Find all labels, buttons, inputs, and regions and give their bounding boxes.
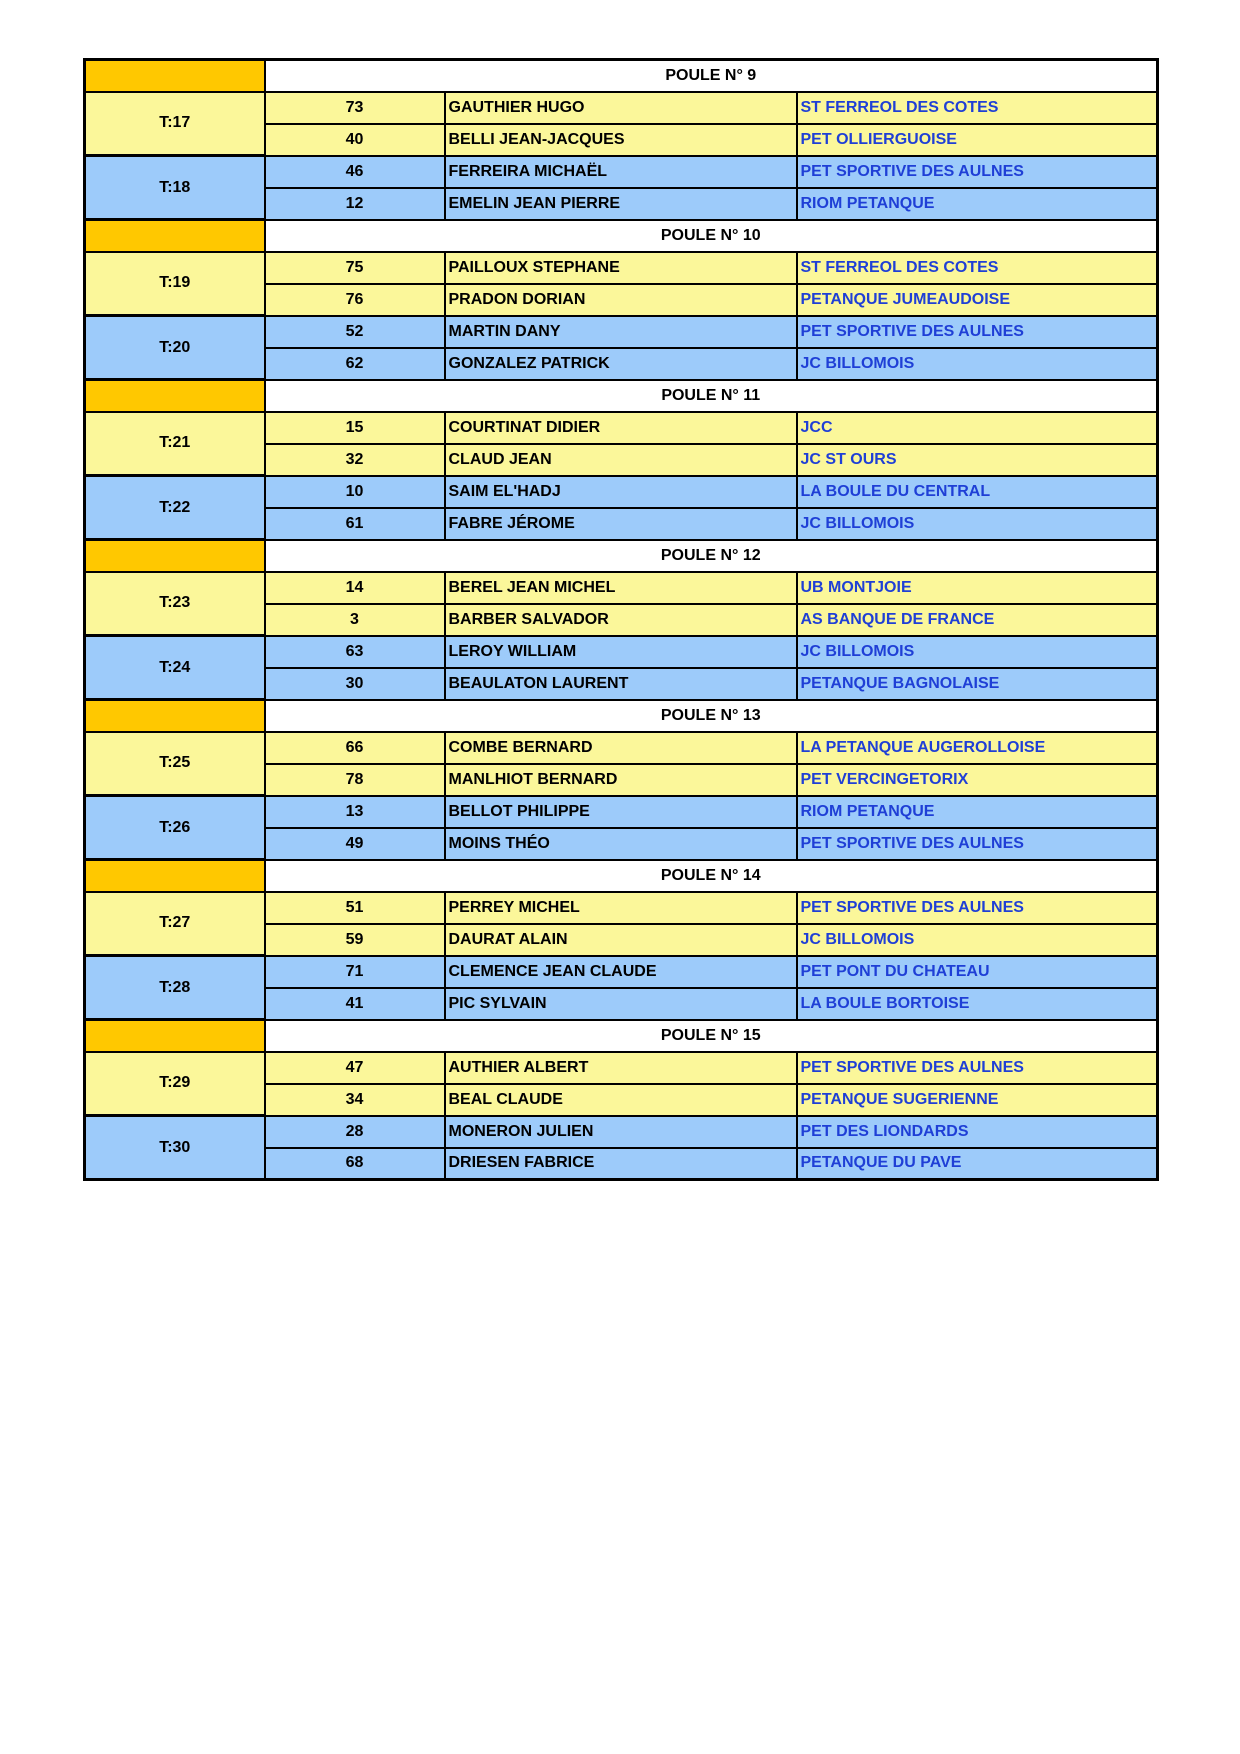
player-number: 46 xyxy=(265,156,445,188)
poule-marker-cell xyxy=(85,540,265,572)
table-number-label: T:30 xyxy=(85,1116,265,1180)
player-club: JC ST OURS xyxy=(797,444,1158,476)
player-number: 14 xyxy=(265,572,445,604)
player-number: 61 xyxy=(265,508,445,540)
player-row xyxy=(85,732,1158,764)
player-row xyxy=(85,476,1158,508)
player-club: PETANQUE DU PAVE xyxy=(797,1148,1158,1180)
table-number-label: T:20 xyxy=(85,316,265,380)
player-name: COMBE BERNARD xyxy=(445,732,797,764)
poule-title: POULE N° 9 xyxy=(265,60,1158,92)
player-row xyxy=(85,1116,1158,1148)
table-number-label: T:25 xyxy=(85,732,265,796)
player-name: BEAL CLAUDE xyxy=(445,1084,797,1116)
player-club: JC BILLOMOIS xyxy=(797,508,1158,540)
player-name: PAILLOUX STEPHANE xyxy=(445,252,797,284)
player-club: LA BOULE DU CENTRAL xyxy=(797,476,1158,508)
player-number: 3 xyxy=(265,604,445,636)
player-name: COURTINAT DIDIER xyxy=(445,412,797,444)
player-club: ST FERREOL DES COTES xyxy=(797,92,1158,124)
poule-title: POULE N° 10 xyxy=(265,220,1158,252)
player-number: 73 xyxy=(265,92,445,124)
table-number-label: T:17 xyxy=(85,92,265,156)
poule-title: POULE N° 13 xyxy=(265,700,1158,732)
player-name: PRADON DORIAN xyxy=(445,284,797,316)
table-number-label: T:24 xyxy=(85,636,265,700)
player-club: RIOM PETANQUE xyxy=(797,188,1158,220)
player-number: 76 xyxy=(265,284,445,316)
player-number: 68 xyxy=(265,1148,445,1180)
player-number: 41 xyxy=(265,988,445,1020)
player-name: MOINS THÉO xyxy=(445,828,797,860)
poule-header-row xyxy=(85,380,1158,412)
player-club: RIOM PETANQUE xyxy=(797,796,1158,828)
player-club: PET PONT DU CHATEAU xyxy=(797,956,1158,988)
player-name: PIC SYLVAIN xyxy=(445,988,797,1020)
player-club: PETANQUE SUGERIENNE xyxy=(797,1084,1158,1116)
player-club: JCC xyxy=(797,412,1158,444)
player-row xyxy=(85,412,1158,444)
player-number: 12 xyxy=(265,188,445,220)
player-name: MONERON JULIEN xyxy=(445,1116,797,1148)
player-number: 62 xyxy=(265,348,445,380)
poule-header-row xyxy=(85,700,1158,732)
player-number: 71 xyxy=(265,956,445,988)
player-club: PET SPORTIVE DES AULNES xyxy=(797,1052,1158,1084)
player-name: MARTIN DANY xyxy=(445,316,797,348)
poule-marker-cell xyxy=(85,700,265,732)
player-club: JC BILLOMOIS xyxy=(797,924,1158,956)
poule-marker-cell xyxy=(85,860,265,892)
player-number: 13 xyxy=(265,796,445,828)
player-club: PET OLLIERGUOISE xyxy=(797,124,1158,156)
player-club: PET SPORTIVE DES AULNES xyxy=(797,156,1158,188)
player-name: CLEMENCE JEAN CLAUDE xyxy=(445,956,797,988)
player-name: SAIM EL'HADJ xyxy=(445,476,797,508)
player-number: 52 xyxy=(265,316,445,348)
player-number: 34 xyxy=(265,1084,445,1116)
player-number: 28 xyxy=(265,1116,445,1148)
player-club: PET SPORTIVE DES AULNES xyxy=(797,316,1158,348)
poule-title: POULE N° 12 xyxy=(265,540,1158,572)
player-name: BEREL JEAN MICHEL xyxy=(445,572,797,604)
player-name: FABRE JÉROME xyxy=(445,508,797,540)
poule-header-row xyxy=(85,860,1158,892)
player-name: MANLHIOT BERNARD xyxy=(445,764,797,796)
player-name: GONZALEZ PATRICK xyxy=(445,348,797,380)
poule-marker-cell xyxy=(85,1020,265,1052)
player-name: FERREIRA MICHAËL xyxy=(445,156,797,188)
player-name: BELLI JEAN-JACQUES xyxy=(445,124,797,156)
player-name: LEROY WILLIAM xyxy=(445,636,797,668)
player-club: LA BOULE BORTOISE xyxy=(797,988,1158,1020)
player-club: JC BILLOMOIS xyxy=(797,348,1158,380)
player-number: 10 xyxy=(265,476,445,508)
poule-table-body xyxy=(85,60,1158,1180)
poule-title: POULE N° 11 xyxy=(265,380,1158,412)
poule-header-row xyxy=(85,1020,1158,1052)
player-name: BEAULATON LAURENT xyxy=(445,668,797,700)
player-club: PET VERCINGETORIX xyxy=(797,764,1158,796)
player-name: DRIESEN FABRICE xyxy=(445,1148,797,1180)
player-name: GAUTHIER HUGO xyxy=(445,92,797,124)
poule-marker-cell xyxy=(85,60,265,92)
player-row xyxy=(85,252,1158,284)
player-name: BELLOT PHILIPPE xyxy=(445,796,797,828)
player-number: 40 xyxy=(265,124,445,156)
player-row xyxy=(85,156,1158,188)
player-number: 51 xyxy=(265,892,445,924)
table-number-label: T:19 xyxy=(85,252,265,316)
player-row xyxy=(85,956,1158,988)
player-name: EMELIN JEAN PIERRE xyxy=(445,188,797,220)
poule-marker-cell xyxy=(85,220,265,252)
player-club: PET SPORTIVE DES AULNES xyxy=(797,828,1158,860)
player-club: PET SPORTIVE DES AULNES xyxy=(797,892,1158,924)
player-club: AS BANQUE DE FRANCE xyxy=(797,604,1158,636)
player-number: 78 xyxy=(265,764,445,796)
poule-header-row xyxy=(85,540,1158,572)
player-name: AUTHIER ALBERT xyxy=(445,1052,797,1084)
poule-header-row xyxy=(85,220,1158,252)
table-number-label: T:18 xyxy=(85,156,265,220)
player-row xyxy=(85,572,1158,604)
table-number-label: T:23 xyxy=(85,572,265,636)
player-club: UB MONTJOIE xyxy=(797,572,1158,604)
player-name: CLAUD JEAN xyxy=(445,444,797,476)
player-club: PETANQUE JUMEAUDOISE xyxy=(797,284,1158,316)
player-name: PERREY MICHEL xyxy=(445,892,797,924)
player-row xyxy=(85,316,1158,348)
table-number-label: T:26 xyxy=(85,796,265,860)
player-row xyxy=(85,1052,1158,1084)
player-number: 15 xyxy=(265,412,445,444)
poule-title: POULE N° 14 xyxy=(265,860,1158,892)
player-number: 63 xyxy=(265,636,445,668)
table-number-label: T:27 xyxy=(85,892,265,956)
player-number: 66 xyxy=(265,732,445,764)
player-row xyxy=(85,796,1158,828)
player-club: PET DES LIONDARDS xyxy=(797,1116,1158,1148)
player-club: JC BILLOMOIS xyxy=(797,636,1158,668)
player-name: DAURAT ALAIN xyxy=(445,924,797,956)
poule-header-row xyxy=(85,60,1158,92)
table-number-label: T:22 xyxy=(85,476,265,540)
player-number: 75 xyxy=(265,252,445,284)
table-number-label: T:29 xyxy=(85,1052,265,1116)
player-number: 30 xyxy=(265,668,445,700)
player-club: LA PETANQUE AUGEROLLOISE xyxy=(797,732,1158,764)
player-number: 47 xyxy=(265,1052,445,1084)
player-row xyxy=(85,892,1158,924)
poule-title: POULE N° 15 xyxy=(265,1020,1158,1052)
poule-marker-cell xyxy=(85,380,265,412)
table-number-label: T:28 xyxy=(85,956,265,1020)
table-number-label: T:21 xyxy=(85,412,265,476)
player-row xyxy=(85,636,1158,668)
player-name: BARBER SALVADOR xyxy=(445,604,797,636)
player-row xyxy=(85,92,1158,124)
player-number: 49 xyxy=(265,828,445,860)
player-number: 32 xyxy=(265,444,445,476)
player-club: ST FERREOL DES COTES xyxy=(797,252,1158,284)
player-club: PETANQUE BAGNOLAISE xyxy=(797,668,1158,700)
player-number: 59 xyxy=(265,924,445,956)
poule-table xyxy=(83,58,1159,1181)
